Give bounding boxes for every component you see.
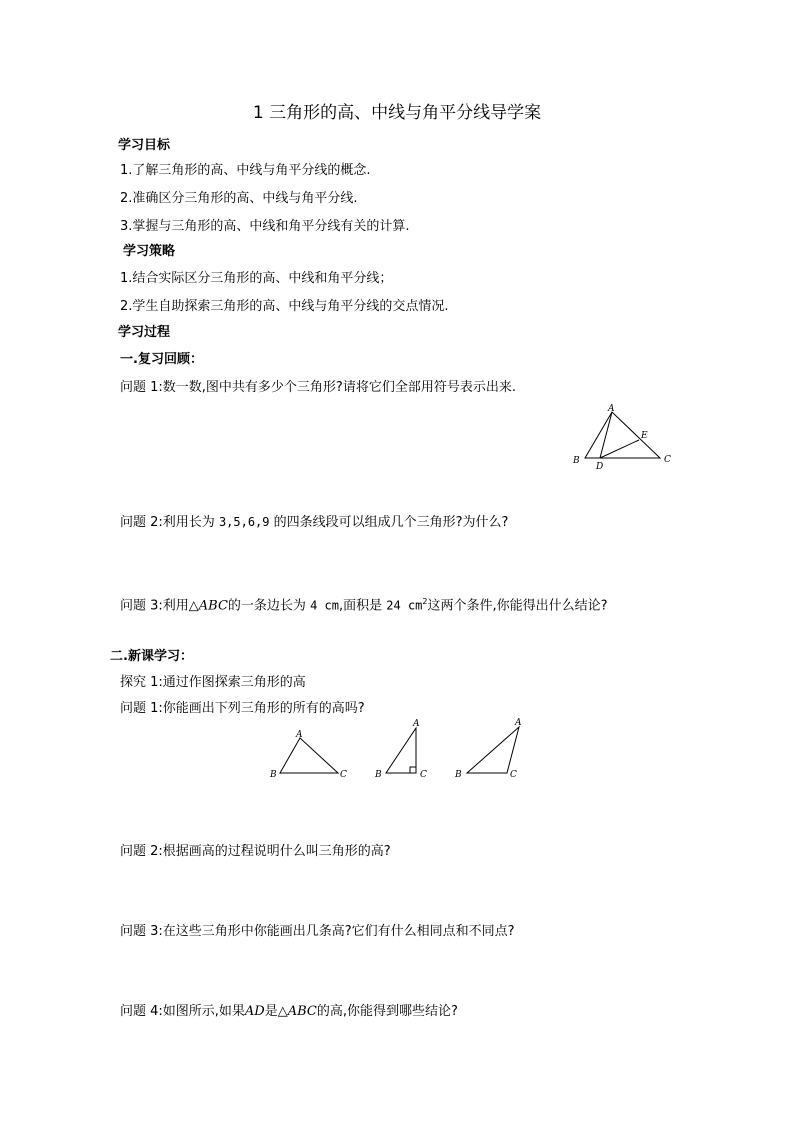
q3-abc: ABC [198,598,228,614]
right-label-c: C [420,770,427,780]
q2-suffix: 的四条线段可以组成几个三角形?为什么? [273,515,509,530]
goal-item-1: 1.了解三角形的高、中线与角平分线的概念. [120,163,371,178]
new-lesson-heading: 二.新课学习： [110,649,193,664]
strategy-heading: 学习策略 [123,244,176,259]
segment-ad [600,412,612,458]
new-question-4 [120,1004,458,1020]
new-question-3: 问题 3:在这些三角形中你能画出几条高?它们有什么相同点和不同点? [120,924,515,939]
q4-abc: ABC [287,1004,317,1019]
q3-text-c: ,面积是 [338,598,383,614]
review-heading: 一.复习回顾： [120,352,203,367]
new-question-1: 问题 1:你能画出下列三角形的所有的高吗? [120,701,365,716]
vertex-label-b: B [573,456,580,466]
review-question-3 [120,594,608,614]
q4-text-b: 是△ [264,1004,288,1019]
review-question-2 [120,514,508,531]
obtuse-label-b: B [455,770,462,780]
triangle-figure-right [372,714,452,794]
vertex-label-c: C [664,455,671,465]
triangle-abc-outline [585,412,660,458]
goals-heading: 学习目标 [118,138,171,153]
segment-de [600,440,639,458]
q3-text-b: 的一条边长为 [227,598,306,614]
new-question-2: 问题 2:根据画高的过程说明什么叫三角形的高? [120,844,391,859]
q4-text-c: 的高,你能得到哪些结论? [316,1004,458,1019]
triangle-figure-obtuse [452,714,542,794]
goal-item-2: 2.准确区分三角形的高、中线与角平分线. [120,191,358,206]
triangle-figure-acute [268,728,358,788]
page-title: 1 三角形的高、中线与角平分线导学案 [252,103,542,123]
acute-label-a: A [296,730,303,740]
q4-prefix: 问题 4:如图所示,如果 [120,1004,245,1019]
triangle-right-outline [386,728,416,773]
right-label-a: A [413,719,420,729]
vertex-label-a: A [608,404,615,414]
q3-area: 24 cm [386,598,423,613]
triangle-obtuse-outline [467,727,519,773]
right-angle-mark [410,767,416,773]
q3-length: 4 cm [310,598,339,613]
goal-item-3: 3.掌握与三角形的高、中线和角平分线有关的计算. [120,219,410,234]
process-heading: 学习过程 [118,325,171,340]
triangle-acute-outline [280,738,338,773]
explore-1: 探究 1:通过作图探索三角形的高 [120,675,306,690]
acute-label-c: C [340,770,347,780]
vertex-label-e: E [641,431,648,441]
triangle-figure-1 [565,400,675,470]
q4-ad: AD [244,1004,265,1019]
right-label-b: B [375,770,382,780]
strategy-item-1: 1.结合实际区分三角形的高、中线和角平分线； [120,271,393,286]
obtuse-label-c: C [510,770,517,780]
q3-area-sup: 2 [422,597,428,606]
obtuse-label-a: A [515,718,522,728]
q2-numbers: 3,5,6,9 [218,515,270,529]
q3-prefix: 问题 3:利用△ [120,598,199,614]
q2-prefix: 问题 2:利用长为 [120,515,215,530]
acute-label-b: B [270,770,277,780]
strategy-item-2: 2.学生自助探索三角形的高、中线与角平分线的交点情况. [120,299,449,314]
review-question-1: 问题 1:数一数,图中共有多少个三角形?请将它们全部用符号表示出来. [120,380,516,395]
q3-text-d: 这两个条件,你能得出什么结论? [427,598,608,614]
vertex-label-d: D [596,462,604,472]
